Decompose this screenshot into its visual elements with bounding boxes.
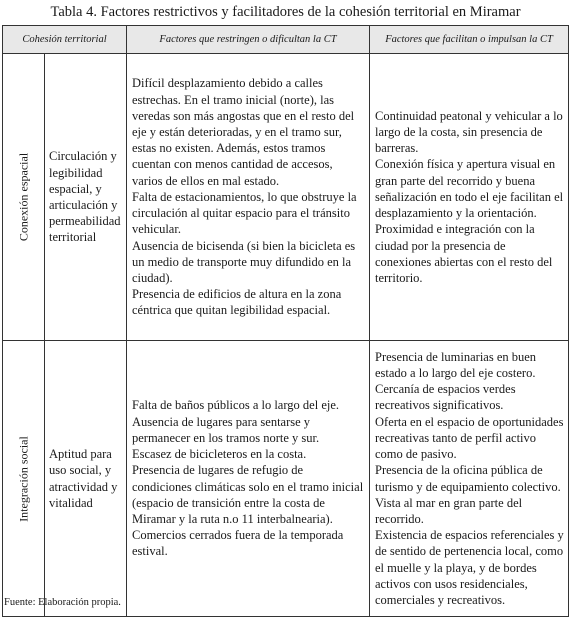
restrict-item: Presencia de lugares de refugio de condiciones climáticas solo en el tramo inicial (espacio de transición entre la costa de Miramar y la ruta n.o 11 interbalnearia). Comercios cerrados fuera de la temporada estival. — [132, 463, 364, 559]
restrict-item: Ausencia de bicisenda (si bien la bicicleta es un medio de transporte muy difundido en la ciudad). — [132, 238, 356, 285]
facilitate-item: Oferta en el espacio de oportunidades recreativas tanto de perfil activo como de pasivo. — [375, 414, 564, 462]
subcategory-cell: Aptitud para uso social, y atractividad y vitalidad — [45, 341, 127, 617]
category-label: Conexión espacial — [16, 152, 31, 242]
restrict-item: Falta de estacionamientos, lo que obstruye la circulación al quitar espacio para el tránsito vehicular. — [132, 189, 357, 237]
facilitate-item: Proximidad e integración con la ciudad por la presencia de conexiones abiertas con el resto del territorio. — [375, 222, 553, 285]
category-cell — [3, 341, 45, 617]
facilitate-item: Cercanía de espacios verdes recreativos significativos. — [375, 382, 516, 413]
facilitate-item: Existencia de espacios referenciales y de sentido de pertenencia local, como el muelle y la playa, y de bordes activos con usos residenciales, comerciales y recreativos. — [375, 528, 564, 607]
category-label: Integración social — [16, 435, 31, 522]
header-cohesion: Cohesión territorial — [3, 26, 127, 54]
table-row — [3, 54, 569, 341]
cohesion-table — [2, 25, 569, 617]
facilitate-item: Presencia de la oficina pública de turismo y de equipamiento colectivo. — [375, 463, 561, 494]
restrict-cell — [127, 341, 370, 617]
restrict-item: Ausencia de lugares para sentarse y permanecer en los tramos norte y sur. — [132, 414, 320, 445]
facilitate-item: Vista al mar en gran parte del recorrido. — [375, 495, 523, 526]
table-row — [3, 341, 569, 617]
table-title: Tabla 4. Factores restrictivos y facilitadores de la cohesión territorial en Miramar — [50, 4, 521, 20]
header-facilitate: Factores que facilitan o impulsan la CT — [370, 26, 569, 54]
category-cell — [3, 54, 45, 341]
restrict-item: Escasez de bicicleteros en la costa. — [132, 447, 307, 462]
restrict-item: Falta de baños públicos a lo largo del eje. — [132, 398, 340, 413]
restrict-cell — [127, 54, 370, 341]
facilitate-cell — [370, 341, 569, 617]
facilitate-item: Presencia de luminarias en buen estado a lo largo del eje costero. — [375, 349, 537, 381]
source-footnote: Fuente: Elaboración propia. — [4, 597, 121, 608]
header-restrict: Factores que restringen o dificultan la CT — [127, 26, 370, 54]
restrict-item: Difícil desplazamiento debido a calles estrechas. En el tramo inicial (norte), las veredas son más angostas que en el resto del eje y están deterioradas, y en el tramo sur, estas no existen. Además, estos tramos cuentan con menos cantidad de accesos, varios de ellos en mal estado. — [132, 76, 355, 188]
facilitate-item: Conexión física y apertura visual en gran parte del recorrido y buena señalización en todo el eje facilitan el desplazamiento y la orientación. — [375, 157, 564, 221]
table-header-row — [3, 26, 569, 54]
facilitate-cell — [370, 54, 569, 341]
subcategory-cell: Circulación y legibilidad espacial, y articulación y permeabilidad territorial — [45, 54, 127, 341]
restrict-item: Presencia de edificios de altura en la zona céntrica que quitan legibilidad espacial. — [132, 287, 342, 318]
facilitate-item: Continuidad peatonal y vehicular a lo largo de la costa, sin presencia de barreras. — [375, 108, 563, 156]
